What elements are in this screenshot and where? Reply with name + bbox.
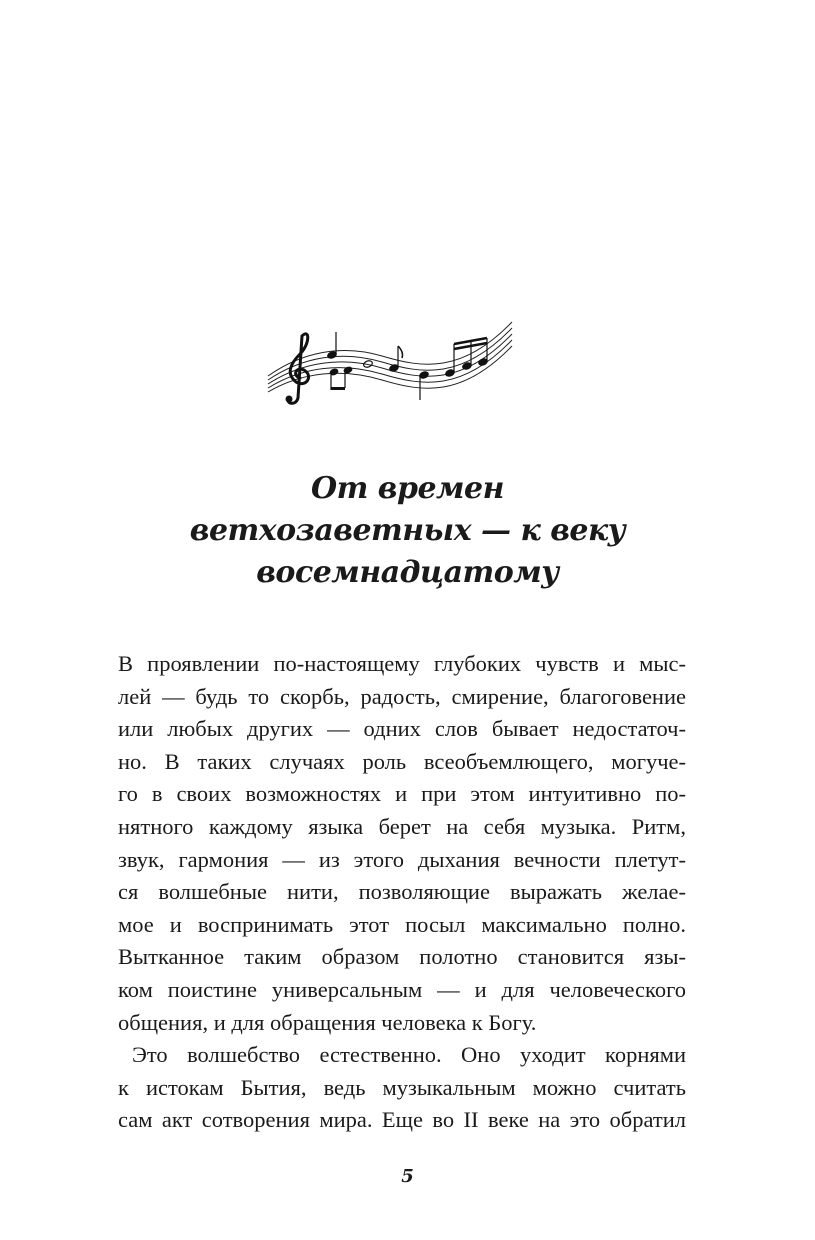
text-line: общения, и для обращения человека к Богу.	[118, 1009, 537, 1035]
text-line: ком поистине универсальным — и для человеческого	[118, 976, 686, 1002]
text-line: звук, гармония — из этого дыхания вечности плетут-	[118, 846, 686, 872]
text-line: но. В таких случаях роль всеобъемлющего, могуче-	[118, 748, 686, 774]
text-line: нятного каждому языка берет на себя музыка. Ритм,	[118, 813, 686, 839]
text-line: или любых других — одних слов бывает недостаточ-	[118, 716, 686, 742]
text-line: В проявлении по-настоящему глубоких чувств и мыс-	[118, 651, 686, 676]
chapter-title-line: восемнадцатому	[256, 555, 559, 590]
chapter-title	[0, 468, 815, 594]
text-line: мое и воспринимать этот посыл максимально полно.	[118, 911, 686, 937]
text-line: Вытканное таким образом полотно становится язы-	[118, 944, 686, 970]
text-line: го в своих возможностях и при этом интуитивно по-	[118, 781, 686, 807]
chapter-title-line: ветхозаветных — к веку	[189, 513, 626, 548]
text-line: ся волшебные нити, позволяющие выражать желае-	[118, 879, 686, 905]
music-ornament-graphic	[262, 314, 518, 410]
body-text	[118, 648, 686, 1137]
text-line: Это волшебство естественно. Оно уходит корнями	[132, 1042, 686, 1068]
chapter-title-line: От времен	[310, 471, 505, 506]
page-number: 5	[401, 1166, 414, 1187]
text-line: к истокам Бытия, ведь музыкальным можно считать	[118, 1074, 686, 1100]
music-staff-notes-icon	[262, 314, 518, 410]
text-line: лей — будь то скорбь, радость, смирение, благоговение	[118, 683, 686, 709]
text-line: сам акт сотворения мира. Еще во II веке на это обратил	[118, 1107, 686, 1133]
paragraph	[118, 648, 686, 1039]
paragraph	[118, 1039, 686, 1137]
